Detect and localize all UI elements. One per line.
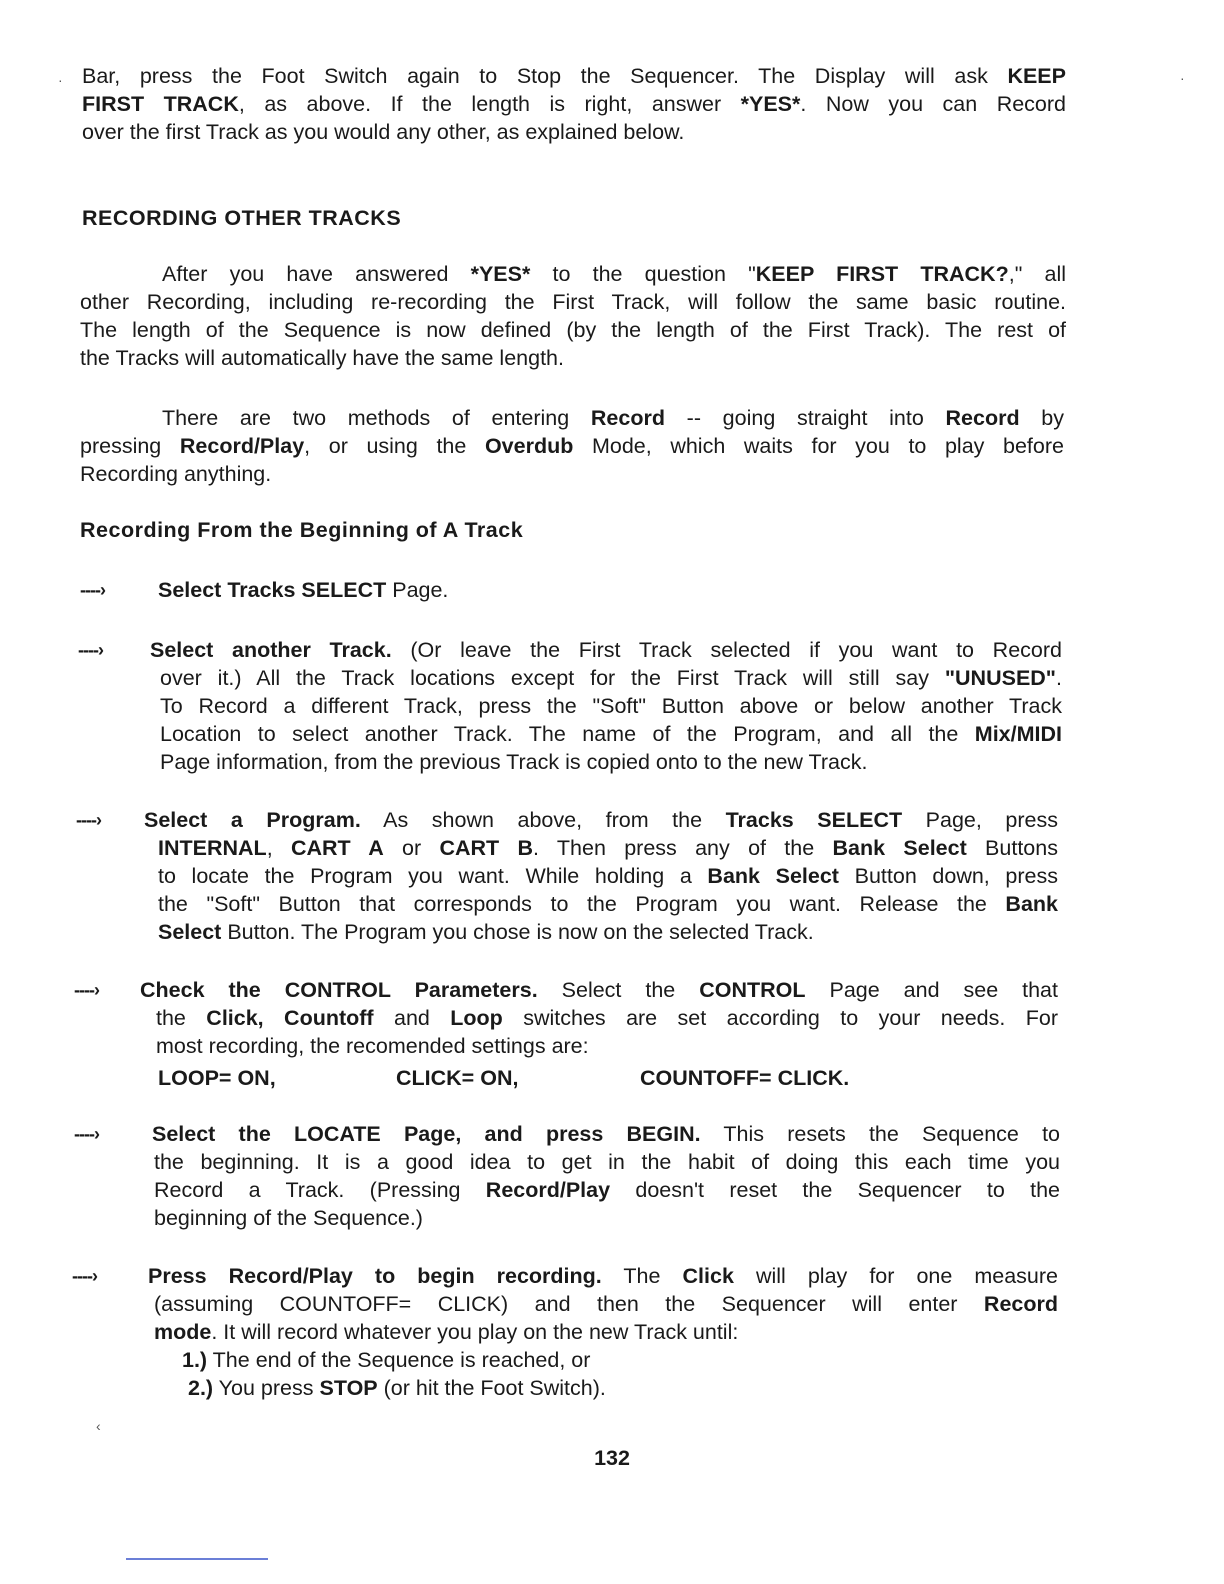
step-6-item-1: 1.) The end of the Sequence is reached, or (182, 1348, 591, 1372)
step-5-line-2: the beginning. It is a good idea to get in the habit of doing this each time you (154, 1150, 1060, 1174)
step-1 (158, 576, 1058, 604)
setting-loop: LOOP= ON, (158, 1066, 276, 1090)
step-2-line-4: Location to select another Track. The name of the Program, and all the Mix/MIDI (160, 722, 1062, 746)
step-3-line-5: Select Button. The Program you chose is now on the selected Track. (158, 920, 814, 944)
para2-line-2: pressing Record/Play, or using the Overdub Mode, which waits for you to play before (80, 434, 1064, 458)
step-2-line-2: over it.) All the Track locations except for the First Track will still say "UNUSED". (160, 666, 1062, 690)
intro-line-3: over the first Track as you would any other, as explained below. (82, 120, 685, 144)
para1-line-3: The length of the Sequence is now defined (by the length of the First Track). The rest of (80, 318, 1066, 342)
step-1-line: Select Tracks SELECT Page. (158, 578, 449, 602)
step-6-line-2: (assuming COUNTOFF= CLICK) and then the Sequencer will enter Record (154, 1292, 1058, 1316)
step-2 (150, 636, 1062, 776)
step-6-line-1: Press Record/Play to begin recording. The Click will play for one measure (148, 1264, 1059, 1288)
para2-line-3: Recording anything. (80, 462, 272, 486)
step-2-arrow: ----› (78, 640, 103, 660)
intro-paragraph (82, 62, 1066, 146)
step-4 (140, 976, 1058, 1060)
step-3-line-3: to locate the Program you want. While holding a Bank Select Button down, press (158, 864, 1058, 888)
paragraph-record-methods (80, 404, 1064, 488)
step-4-line-1: Check the CONTROL Parameters. Select the CONTROL Page and see that (140, 978, 1058, 1002)
para1-line-1: After you have answered *YES* to the question "KEEP FIRST TRACK?," all (162, 262, 1066, 286)
para2-line-1: There are two methods of entering Record -- going straight into Record by (162, 406, 1064, 430)
step-4-line-2: the Click, Countoff and Loop switches are set according to your needs. For (156, 1006, 1058, 1030)
setting-countoff: COUNTOFF= CLICK. (640, 1066, 850, 1090)
intro-line-1: Bar, press the Foot Switch again to Stop the Sequencer. The Display will ask KEEP (82, 64, 1066, 88)
section-heading: RECORDING OTHER TRACKS (82, 206, 402, 230)
scan-speck: · (58, 72, 63, 88)
scan-speck: ‹ (96, 1418, 101, 1434)
scan-speck: · (1180, 70, 1185, 86)
step-5 (152, 1120, 1060, 1232)
step-6-arrow: ----› (72, 1266, 97, 1286)
intro-line-2: FIRST TRACK, as above. If the length is right, answer *YES*. Now you can Record (82, 92, 1067, 116)
recommended-settings (0, 1064, 1224, 1092)
step-1-arrow: ----› (80, 580, 105, 600)
step-3-line-2: INTERNAL, CART A or CART B. Then press any of the Bank Select Buttons (158, 836, 1058, 860)
decorative-rule (126, 1558, 268, 1560)
step-3 (144, 806, 1058, 946)
setting-click: CLICK= ON, (396, 1066, 519, 1090)
step-5-line-3: Record a Track. (Pressing Record/Play doesn't reset the Sequencer to the (154, 1178, 1060, 1202)
page-number: 132 (594, 1446, 630, 1470)
step-5-line-4: beginning of the Sequence.) (154, 1206, 423, 1230)
step-4-arrow: ----› (74, 980, 99, 1000)
step-6 (148, 1262, 1058, 1402)
step-6-item-2: 2.) You press STOP (or hit the Foot Switch). (188, 1376, 606, 1400)
step-2-line-3: To Record a different Track, press the "Soft" Button above or below another Track (160, 694, 1062, 718)
step-2-line-5: Page information, from the previous Track is copied onto to the new Track. (160, 750, 868, 774)
step-3-arrow: ----› (76, 810, 101, 830)
paragraph-keep-first-track (80, 260, 1066, 372)
step-2-line-1: Select another Track. (Or leave the First Track selected if you want to Record (150, 638, 1062, 662)
para1-line-4: the Tracks will automatically have the same length. (80, 346, 564, 370)
step-4-line-3: most recording, the recomended settings are: (156, 1034, 589, 1058)
step-3-line-1: Select a Program. As shown above, from the Tracks SELECT Page, press (144, 808, 1058, 832)
step-6-line-3: mode. It will record whatever you play on the new Track until: (154, 1320, 739, 1344)
subheading: Recording From the Beginning of A Track (80, 518, 524, 542)
para1-line-2: other Recording, including re-recording the First Track, will follow the same basic routine. (80, 290, 1066, 314)
step-5-line-1: Select the LOCATE Page, and press BEGIN. This resets the Sequence to (152, 1122, 1061, 1146)
step-3-line-4: the "Soft" Button that corresponds to the Program you want. Release the Bank (158, 892, 1058, 916)
step-5-arrow: ----› (74, 1124, 99, 1144)
